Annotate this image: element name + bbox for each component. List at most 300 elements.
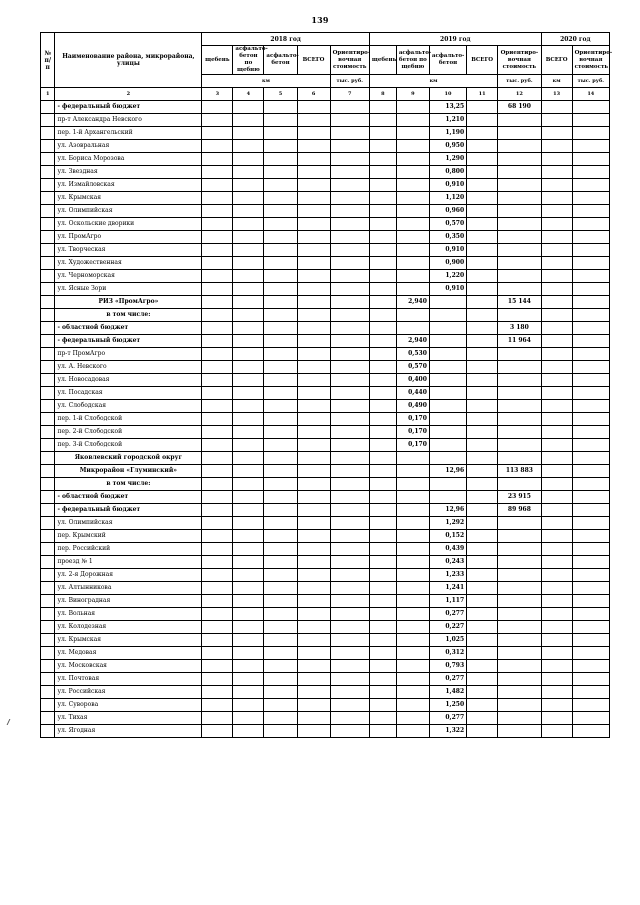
table-row	[41, 556, 610, 569]
row-value-cell	[233, 634, 264, 647]
row-value-cell: 0,277	[429, 608, 466, 621]
row-name-cell: ул. Посадская	[55, 387, 202, 400]
row-value-cell	[41, 582, 55, 595]
column-index: 10	[429, 88, 466, 101]
header-year-2019: 2019 год	[369, 33, 541, 46]
row-value-cell	[233, 374, 264, 387]
row-value-cell	[330, 504, 369, 517]
row-value-cell	[541, 335, 572, 348]
row-value-cell	[467, 335, 498, 348]
row-value-cell	[330, 218, 369, 231]
row-value-cell	[369, 647, 396, 660]
row-value-cell	[498, 361, 541, 374]
row-value-cell	[264, 348, 297, 361]
row-value-cell	[572, 192, 609, 205]
row-value-cell	[369, 556, 396, 569]
row-value-cell	[233, 218, 264, 231]
row-value-cell	[369, 478, 396, 491]
row-name-cell: ул. Тихая	[55, 712, 202, 725]
row-value-cell	[541, 660, 572, 673]
header-year-2018: 2018 год	[202, 33, 370, 46]
row-value-cell	[41, 296, 55, 309]
row-value-cell	[41, 153, 55, 166]
row-value-cell	[572, 283, 609, 296]
header-2018-gravel: щебень	[202, 46, 233, 75]
row-value-cell	[541, 140, 572, 153]
row-value-cell	[467, 595, 498, 608]
row-value-cell	[467, 699, 498, 712]
row-value-cell	[297, 270, 330, 283]
row-value-cell	[541, 153, 572, 166]
table-row	[41, 296, 610, 309]
row-value-cell	[264, 309, 297, 322]
row-value-cell	[202, 387, 233, 400]
row-value-cell	[541, 634, 572, 647]
row-value-cell	[572, 504, 609, 517]
row-value-cell	[297, 452, 330, 465]
row-value-cell	[233, 231, 264, 244]
row-value-cell	[202, 244, 233, 257]
table-row	[41, 231, 610, 244]
row-value-cell	[369, 140, 396, 153]
row-value-cell	[541, 257, 572, 270]
row-name-cell: пер. 2-й Слободской	[55, 426, 202, 439]
row-value-cell	[369, 517, 396, 530]
row-value-cell	[467, 439, 498, 452]
row-value-cell: 23 915	[498, 491, 541, 504]
row-value-cell	[396, 699, 429, 712]
row-value-cell	[330, 621, 369, 634]
row-value-cell	[330, 660, 369, 673]
row-value-cell	[541, 465, 572, 478]
table-row	[41, 582, 610, 595]
column-index: 13	[541, 88, 572, 101]
row-value-cell	[233, 257, 264, 270]
row-value-cell	[498, 257, 541, 270]
row-value-cell	[369, 426, 396, 439]
row-value-cell	[264, 647, 297, 660]
row-value-cell	[467, 413, 498, 426]
row-value-cell	[330, 205, 369, 218]
row-value-cell	[297, 348, 330, 361]
row-value-cell	[330, 413, 369, 426]
row-value-cell	[41, 660, 55, 673]
row-value-cell	[330, 556, 369, 569]
row-value-cell	[202, 413, 233, 426]
row-value-cell	[498, 686, 541, 699]
row-value-cell	[233, 582, 264, 595]
row-value-cell	[369, 413, 396, 426]
unit-2018-km: км	[202, 75, 330, 88]
column-index: 8	[369, 88, 396, 101]
row-value-cell	[233, 452, 264, 465]
page-number: 139	[311, 15, 329, 25]
row-value-cell	[233, 127, 264, 140]
row-value-cell	[233, 673, 264, 686]
row-value-cell	[330, 478, 369, 491]
row-value-cell	[330, 725, 369, 738]
row-name-cell: пер. 3-й Слободской	[55, 439, 202, 452]
row-value-cell	[233, 569, 264, 582]
table-row	[41, 660, 610, 673]
row-value-cell	[369, 569, 396, 582]
row-value-cell	[297, 114, 330, 127]
row-value-cell	[467, 322, 498, 335]
row-value-cell	[396, 504, 429, 517]
row-value-cell	[264, 673, 297, 686]
row-name-cell: - федеральный бюджет	[55, 101, 202, 114]
table-row	[41, 101, 610, 114]
table-row	[41, 309, 610, 322]
row-value-cell	[297, 387, 330, 400]
row-value-cell	[202, 504, 233, 517]
row-value-cell	[41, 673, 55, 686]
row-value-cell	[41, 517, 55, 530]
row-value-cell	[233, 439, 264, 452]
row-value-cell	[498, 283, 541, 296]
row-value-cell	[541, 686, 572, 699]
row-value-cell: 1,220	[429, 270, 466, 283]
row-value-cell	[297, 374, 330, 387]
row-value-cell	[396, 309, 429, 322]
row-value-cell	[429, 426, 466, 439]
row-value-cell	[330, 374, 369, 387]
row-value-cell	[264, 179, 297, 192]
row-value-cell	[572, 309, 609, 322]
row-value-cell	[202, 400, 233, 413]
row-value-cell	[233, 517, 264, 530]
row-value-cell	[264, 660, 297, 673]
row-value-cell	[369, 400, 396, 413]
row-value-cell	[369, 608, 396, 621]
table-row	[41, 478, 610, 491]
row-value-cell	[369, 673, 396, 686]
row-value-cell	[41, 322, 55, 335]
row-value-cell	[467, 166, 498, 179]
row-value-cell	[429, 478, 466, 491]
row-value-cell	[572, 530, 609, 543]
row-value-cell	[41, 218, 55, 231]
unit-2018-rub: тыс. руб.	[330, 75, 369, 88]
row-value-cell	[467, 712, 498, 725]
row-value-cell	[467, 127, 498, 140]
row-value-cell	[429, 491, 466, 504]
row-value-cell	[541, 647, 572, 660]
row-value-cell	[572, 426, 609, 439]
row-value-cell	[541, 192, 572, 205]
row-value-cell	[541, 673, 572, 686]
row-value-cell	[330, 192, 369, 205]
row-value-cell	[396, 569, 429, 582]
row-value-cell	[498, 582, 541, 595]
column-index: 1	[41, 88, 55, 101]
row-value-cell	[264, 686, 297, 699]
row-name-cell: пер. Крымский	[55, 530, 202, 543]
row-name-cell: - областной бюджет	[55, 322, 202, 335]
row-value-cell	[233, 647, 264, 660]
row-name-cell: ул. Олимпийская	[55, 205, 202, 218]
row-value-cell	[541, 543, 572, 556]
row-value-cell: 1,233	[429, 569, 466, 582]
row-value-cell	[297, 647, 330, 660]
row-value-cell	[429, 439, 466, 452]
table-row	[41, 595, 610, 608]
row-value-cell	[572, 595, 609, 608]
row-value-cell	[41, 192, 55, 205]
row-value-cell	[202, 166, 233, 179]
row-value-cell	[330, 335, 369, 348]
row-value-cell	[467, 647, 498, 660]
row-value-cell	[396, 491, 429, 504]
row-value-cell	[330, 140, 369, 153]
row-name-cell: ул. Бориса Морозова	[55, 153, 202, 166]
row-value-cell	[467, 569, 498, 582]
row-value-cell: 1,120	[429, 192, 466, 205]
table-row	[41, 218, 610, 231]
row-value-cell	[541, 556, 572, 569]
row-value-cell	[541, 387, 572, 400]
row-value-cell	[264, 244, 297, 257]
row-name-cell: проезд № 1	[55, 556, 202, 569]
row-value-cell	[330, 101, 369, 114]
row-value-cell	[396, 517, 429, 530]
table-row	[41, 426, 610, 439]
row-value-cell	[541, 179, 572, 192]
row-value-cell	[330, 400, 369, 413]
row-value-cell	[396, 465, 429, 478]
row-value-cell	[330, 309, 369, 322]
table-row	[41, 244, 610, 257]
row-value-cell: 68 190	[498, 101, 541, 114]
table-row	[41, 374, 610, 387]
row-value-cell	[572, 400, 609, 413]
row-value-cell	[297, 595, 330, 608]
row-value-cell	[572, 101, 609, 114]
row-value-cell	[202, 335, 233, 348]
row-name-cell: ул. А. Невского	[55, 361, 202, 374]
row-value-cell	[498, 348, 541, 361]
row-value-cell	[41, 244, 55, 257]
row-value-cell	[264, 361, 297, 374]
row-value-cell	[297, 712, 330, 725]
row-value-cell	[330, 543, 369, 556]
row-value-cell	[233, 335, 264, 348]
row-value-cell	[202, 712, 233, 725]
row-value-cell	[541, 413, 572, 426]
row-value-cell	[396, 166, 429, 179]
row-value-cell	[330, 270, 369, 283]
row-value-cell: 12,96	[429, 504, 466, 517]
row-value-cell	[297, 660, 330, 673]
row-value-cell	[369, 192, 396, 205]
row-value-cell	[297, 335, 330, 348]
row-value-cell	[297, 413, 330, 426]
row-value-cell	[202, 660, 233, 673]
header-2018-cost: Ориентиро-вочная стоимость	[330, 46, 369, 75]
table-row	[41, 543, 610, 556]
row-value-cell	[233, 166, 264, 179]
row-value-cell: 0,800	[429, 166, 466, 179]
row-value-cell	[330, 686, 369, 699]
table-row	[41, 179, 610, 192]
row-value-cell: 0,243	[429, 556, 466, 569]
row-value-cell	[233, 140, 264, 153]
row-value-cell	[541, 582, 572, 595]
row-value-cell	[264, 140, 297, 153]
row-value-cell	[429, 348, 466, 361]
row-value-cell	[572, 712, 609, 725]
header-2018-asphalt-on-gravel: асфальто-бетон по щебню	[233, 46, 264, 75]
row-value-cell	[41, 270, 55, 283]
row-name-cell: - областной бюджет	[55, 491, 202, 504]
row-value-cell	[498, 387, 541, 400]
row-value-cell	[233, 153, 264, 166]
row-name-cell: ул. Вольная	[55, 608, 202, 621]
row-value-cell	[369, 582, 396, 595]
row-value-cell	[429, 387, 466, 400]
row-value-cell	[429, 452, 466, 465]
row-value-cell	[233, 621, 264, 634]
row-value-cell	[541, 712, 572, 725]
row-value-cell: 2,940	[396, 296, 429, 309]
table-row	[41, 712, 610, 725]
row-value-cell	[498, 712, 541, 725]
row-value-cell	[41, 556, 55, 569]
table-row	[41, 699, 610, 712]
row-value-cell: 1,482	[429, 686, 466, 699]
row-value-cell	[330, 257, 369, 270]
row-value-cell	[297, 140, 330, 153]
row-value-cell	[429, 413, 466, 426]
row-value-cell	[233, 244, 264, 257]
row-value-cell	[369, 543, 396, 556]
row-value-cell	[264, 595, 297, 608]
row-value-cell: 2,940	[396, 335, 429, 348]
row-value-cell	[572, 335, 609, 348]
row-value-cell	[572, 257, 609, 270]
row-value-cell	[202, 127, 233, 140]
row-value-cell	[41, 140, 55, 153]
row-name-cell: пр-т Александра Невского	[55, 114, 202, 127]
row-value-cell	[41, 621, 55, 634]
row-value-cell	[369, 387, 396, 400]
row-value-cell	[429, 309, 466, 322]
row-value-cell	[330, 647, 369, 660]
row-value-cell	[264, 634, 297, 647]
row-value-cell	[41, 543, 55, 556]
row-value-cell	[264, 270, 297, 283]
table-row	[41, 465, 610, 478]
row-value-cell	[467, 244, 498, 257]
row-value-cell	[572, 725, 609, 738]
row-value-cell	[41, 634, 55, 647]
row-value-cell	[202, 439, 233, 452]
row-value-cell	[541, 608, 572, 621]
row-value-cell	[330, 322, 369, 335]
row-value-cell	[396, 179, 429, 192]
table-row	[41, 452, 610, 465]
row-value-cell	[498, 608, 541, 621]
row-name-cell: ул. ПромАгро	[55, 231, 202, 244]
row-value-cell	[369, 166, 396, 179]
column-index: 9	[396, 88, 429, 101]
row-value-cell: 11 964	[498, 335, 541, 348]
row-value-cell	[498, 166, 541, 179]
row-value-cell	[369, 530, 396, 543]
row-value-cell	[498, 309, 541, 322]
row-value-cell	[467, 465, 498, 478]
row-value-cell	[202, 257, 233, 270]
row-value-cell	[297, 582, 330, 595]
row-name-cell: РИЗ «ПромАгро»	[55, 296, 202, 309]
row-value-cell	[297, 556, 330, 569]
row-value-cell	[297, 166, 330, 179]
row-value-cell	[396, 270, 429, 283]
row-value-cell	[297, 699, 330, 712]
row-value-cell	[541, 283, 572, 296]
row-value-cell	[233, 465, 264, 478]
row-value-cell	[297, 686, 330, 699]
row-value-cell	[41, 569, 55, 582]
row-value-cell	[41, 205, 55, 218]
row-value-cell	[41, 309, 55, 322]
row-value-cell	[541, 569, 572, 582]
unit-2019-km: км	[369, 75, 497, 88]
row-value-cell	[572, 205, 609, 218]
header-2020-total: ВСЕГО	[541, 46, 572, 75]
row-value-cell: 0,400	[396, 374, 429, 387]
row-value-cell: 0,910	[429, 283, 466, 296]
row-value-cell	[498, 673, 541, 686]
row-value-cell	[297, 127, 330, 140]
row-value-cell	[572, 582, 609, 595]
row-value-cell	[264, 530, 297, 543]
row-value-cell: 1,322	[429, 725, 466, 738]
column-index: 6	[297, 88, 330, 101]
row-value-cell	[396, 283, 429, 296]
table-body	[41, 101, 610, 738]
row-value-cell	[541, 231, 572, 244]
row-value-cell	[264, 582, 297, 595]
row-value-cell	[467, 361, 498, 374]
row-value-cell	[264, 153, 297, 166]
row-value-cell	[572, 686, 609, 699]
row-value-cell	[330, 426, 369, 439]
row-value-cell	[330, 153, 369, 166]
unit-2020-rub: тыс. руб.	[572, 75, 609, 88]
row-value-cell	[396, 530, 429, 543]
column-index: 2	[55, 88, 202, 101]
row-value-cell	[467, 725, 498, 738]
row-value-cell	[297, 244, 330, 257]
row-name-cell: ул. Почтовая	[55, 673, 202, 686]
row-value-cell	[41, 283, 55, 296]
row-value-cell	[297, 504, 330, 517]
table-row	[41, 322, 610, 335]
row-value-cell	[41, 374, 55, 387]
row-value-cell: 0,170	[396, 413, 429, 426]
row-value-cell	[396, 582, 429, 595]
row-value-cell	[264, 621, 297, 634]
row-value-cell	[429, 335, 466, 348]
row-value-cell	[264, 257, 297, 270]
row-value-cell	[396, 218, 429, 231]
row-value-cell	[264, 114, 297, 127]
header-2019-gravel: щебень	[369, 46, 396, 75]
row-value-cell	[41, 257, 55, 270]
row-value-cell	[233, 114, 264, 127]
row-value-cell	[233, 712, 264, 725]
